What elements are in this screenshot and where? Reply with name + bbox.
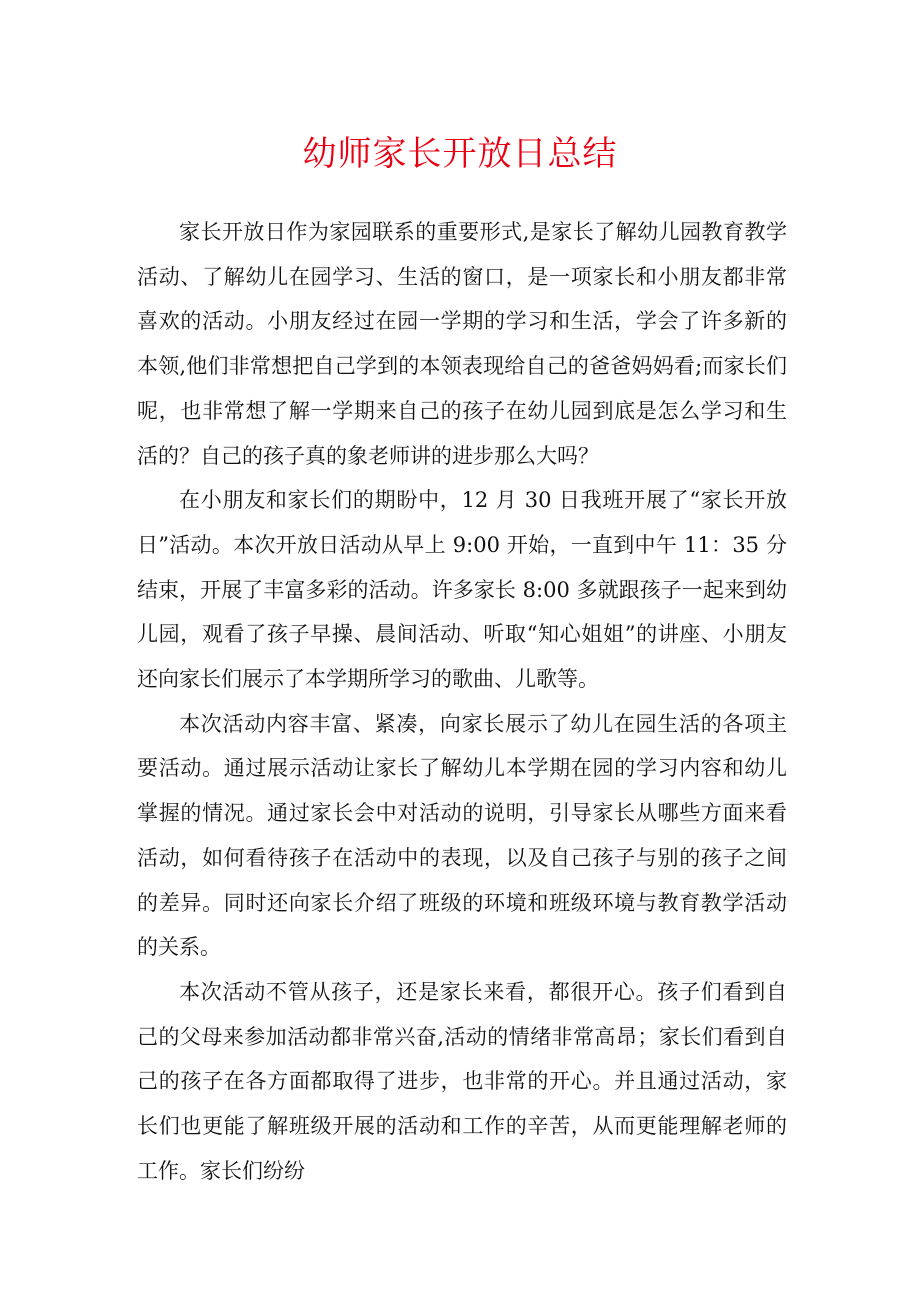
paragraph-2: 在小朋友和家长们的期盼中，12 月 30 日我班开展了“家长开放日”活动。本次开放日活动从早上 9:00 开始，一直到中午 11：35 分结束，开展了丰富多彩的活动。许多家长 8:00 多就跟孩子一起来到幼儿园，观看了孩子早操、晨间活动、听取“知心姐姐”的讲座、小朋友还向家长们展示了本学期所学习的歌曲、儿歌等。 xyxy=(137,488,787,692)
document-body xyxy=(137,210,787,1193)
document-title: 幼师家长开放日总结 xyxy=(302,134,618,174)
paragraph-1: 家长开放日作为家园联系的重要形式,是家长了解幼儿园教育教学活动、了解幼儿在园学习、生活的窗口，是一项家长和小朋友都非常喜欢的活动。小朋友经过在园一学期的学习和生活，学会了许多新的本领,他们非常想把自己学到的本领表现给自己的爸爸妈妈看;而家长们呢，也非常想了解一学期来自己的孩子在幼儿园到底是怎么学习和生活的？自己的孩子真的象老师讲的进步那么大吗？ xyxy=(137,220,787,468)
paragraph-4: 本次活动不管从孩子，还是家长来看，都很开心。孩子们看到自己的父母来参加活动都非常兴奋,活动的情绪非常高昂；家长们看到自己的孩子在各方面都取得了进步，也非常的开心。并且通过活动，家长们也更能了解班级开展的活动和工作的辛苦，从而更能理解老师的工作。家长们纷纷 xyxy=(137,979,787,1183)
paragraph-3: 本次活动内容丰富、紧凑，向家长展示了幼儿在园生活的各项主要活动。通过展示活动让家长了解幼儿本学期在园的学习内容和幼儿掌握的情况。通过家长会中对活动的说明，引导家长从哪些方面来看活动，如何看待孩子在活动中的表现，以及自己孩子与别的孩子之间的差异。同时还向家长介绍了班级的环境和班级环境与教育教学活动的关系。 xyxy=(137,711,787,960)
